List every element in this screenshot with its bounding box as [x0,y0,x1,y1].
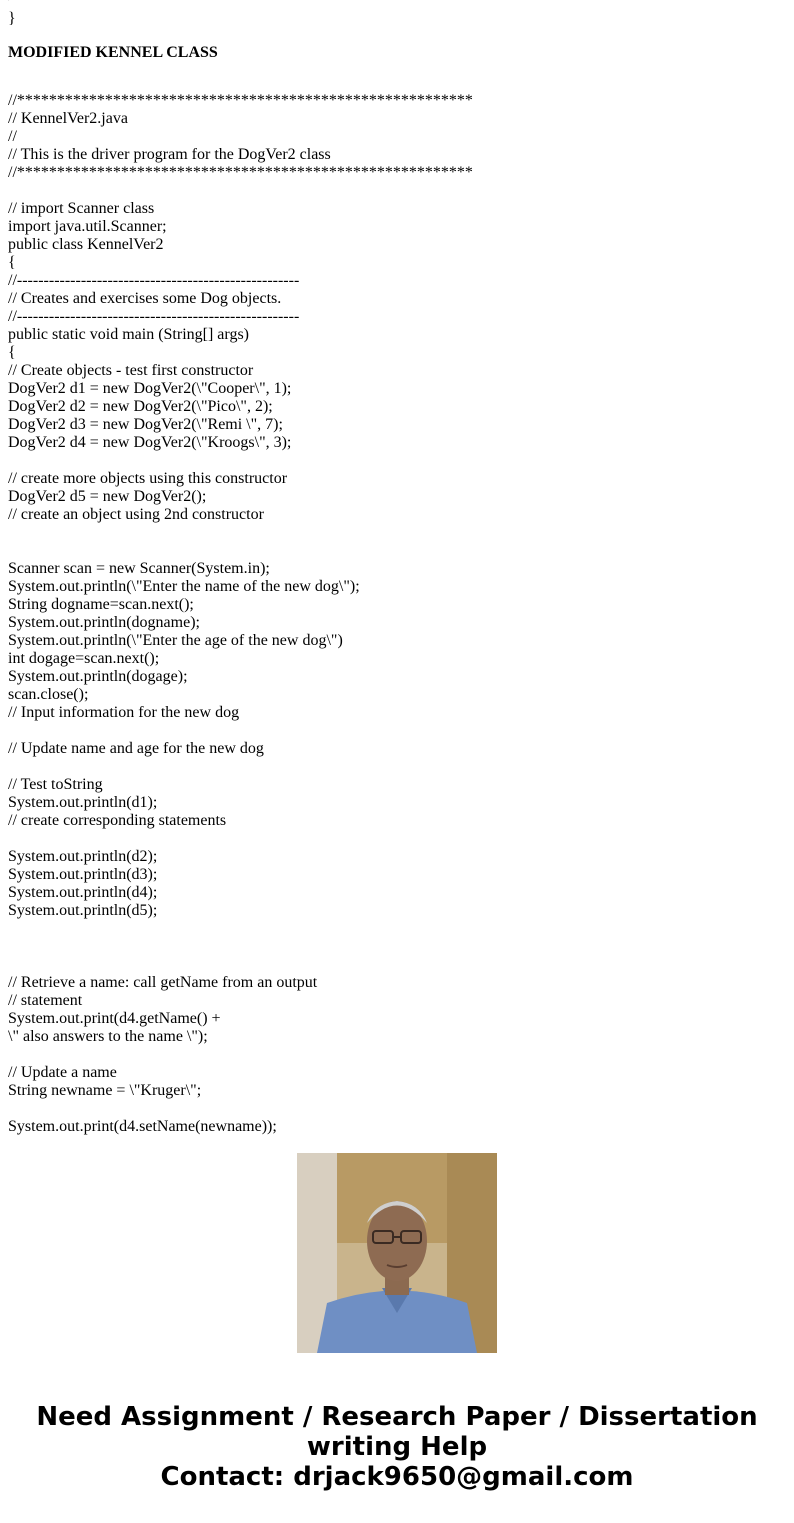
code-line: scan.close(); [8,686,89,703]
code-line: // import Scanner class [8,200,155,217]
code-line: DogVer2 d5 = new DogVer2(); [8,488,207,505]
blank-line [8,938,788,956]
code-line: DogVer2 d1 = new DogVer2(\"Cooper\", 1); [8,380,292,397]
code-line: System.out.println(\"Enter the age of the new dog\") [8,632,343,649]
promo-line-1: Need Assignment / Research Paper / Dissertation [36,1402,758,1432]
promo-line-2: writing Help [306,1432,488,1462]
code-line: // Update a name [8,1064,117,1081]
blank-line [8,524,788,542]
code-line: // Update name and age for the new dog [8,740,264,757]
code-line: public class KennelVer2 [8,236,164,253]
promo-banner [0,1402,794,1492]
closing-brace: } [8,10,16,27]
code-line: //********************************************************* [8,164,473,181]
blank-line [8,1046,788,1064]
code-line: //----------------------------------------------------- [8,272,300,289]
code-line: int dogage=scan.next(); [8,650,160,667]
code-line: // create an object using 2nd constructor [8,506,264,523]
code-line: System.out.println(dogage); [8,668,188,685]
blank-line [8,758,788,776]
code-line: String newname = \"Kruger\"; [8,1082,202,1099]
code-line: System.out.println(d4); [8,884,158,901]
blank-line [8,920,788,938]
code-line: // Input information for the new dog [8,704,240,721]
code-line: System.out.println(d2); [8,848,158,865]
code-line: DogVer2 d3 = new DogVer2(\"Remi \", 7); [8,416,283,433]
blank-line [8,722,788,740]
section-heading: MODIFIED KENNEL CLASS [8,44,218,61]
top-fragment [8,0,788,2]
code-line: System.out.println(d1); [8,794,158,811]
code-line: { [8,344,16,361]
portrait-image [297,1153,497,1353]
blank-line [8,452,788,470]
code-line: // [8,128,17,145]
code-line: // KennelVer2.java [8,110,128,127]
code-line: System.out.println(d3); [8,866,158,883]
blank-line [8,542,788,560]
code-line: //********************************************************* [8,92,473,109]
code-line: // This is the driver program for the DogVer2 class [8,146,331,163]
code-line: // create more objects using this constructor [8,470,288,487]
code-block [8,92,788,1136]
code-line: // Create objects - test first constructor [8,362,254,379]
code-line: // Test toString [8,776,103,793]
code-line: // create corresponding statements [8,812,227,829]
code-line: // Retrieve a name: call getName from an output [8,974,318,991]
promo-contact: Contact: drjack9650@gmail.com [160,1462,634,1492]
code-line: System.out.print(d4.getName() + [8,1010,221,1027]
code-line: public static void main (String[] args) [8,326,249,343]
code-line: // statement [8,992,83,1009]
code-line: // Creates and exercises some Dog objects. [8,290,282,307]
code-line: System.out.print(d4.setName(newname)); [8,1118,277,1135]
code-line: \" also answers to the name \"); [8,1028,208,1045]
code-line: System.out.println(dogname); [8,614,200,631]
blank-line [8,182,788,200]
blank-line [8,830,788,848]
blank-line [8,956,788,974]
code-line: { [8,254,16,271]
code-line: DogVer2 d2 = new DogVer2(\"Pico\", 2); [8,398,273,415]
code-line: System.out.println(d5); [8,902,158,919]
code-line: String dogname=scan.next(); [8,596,194,613]
code-line: System.out.println(\"Enter the name of the new dog\"); [8,578,360,595]
code-line: DogVer2 d4 = new DogVer2(\"Kroogs\", 3); [8,434,292,451]
code-line: Scanner scan = new Scanner(System.in); [8,560,270,577]
code-line: //----------------------------------------------------- [8,308,300,325]
author-avatar [297,1153,497,1353]
code-line: import java.util.Scanner; [8,218,167,235]
document-content [8,0,788,1136]
blank-line [8,1100,788,1118]
